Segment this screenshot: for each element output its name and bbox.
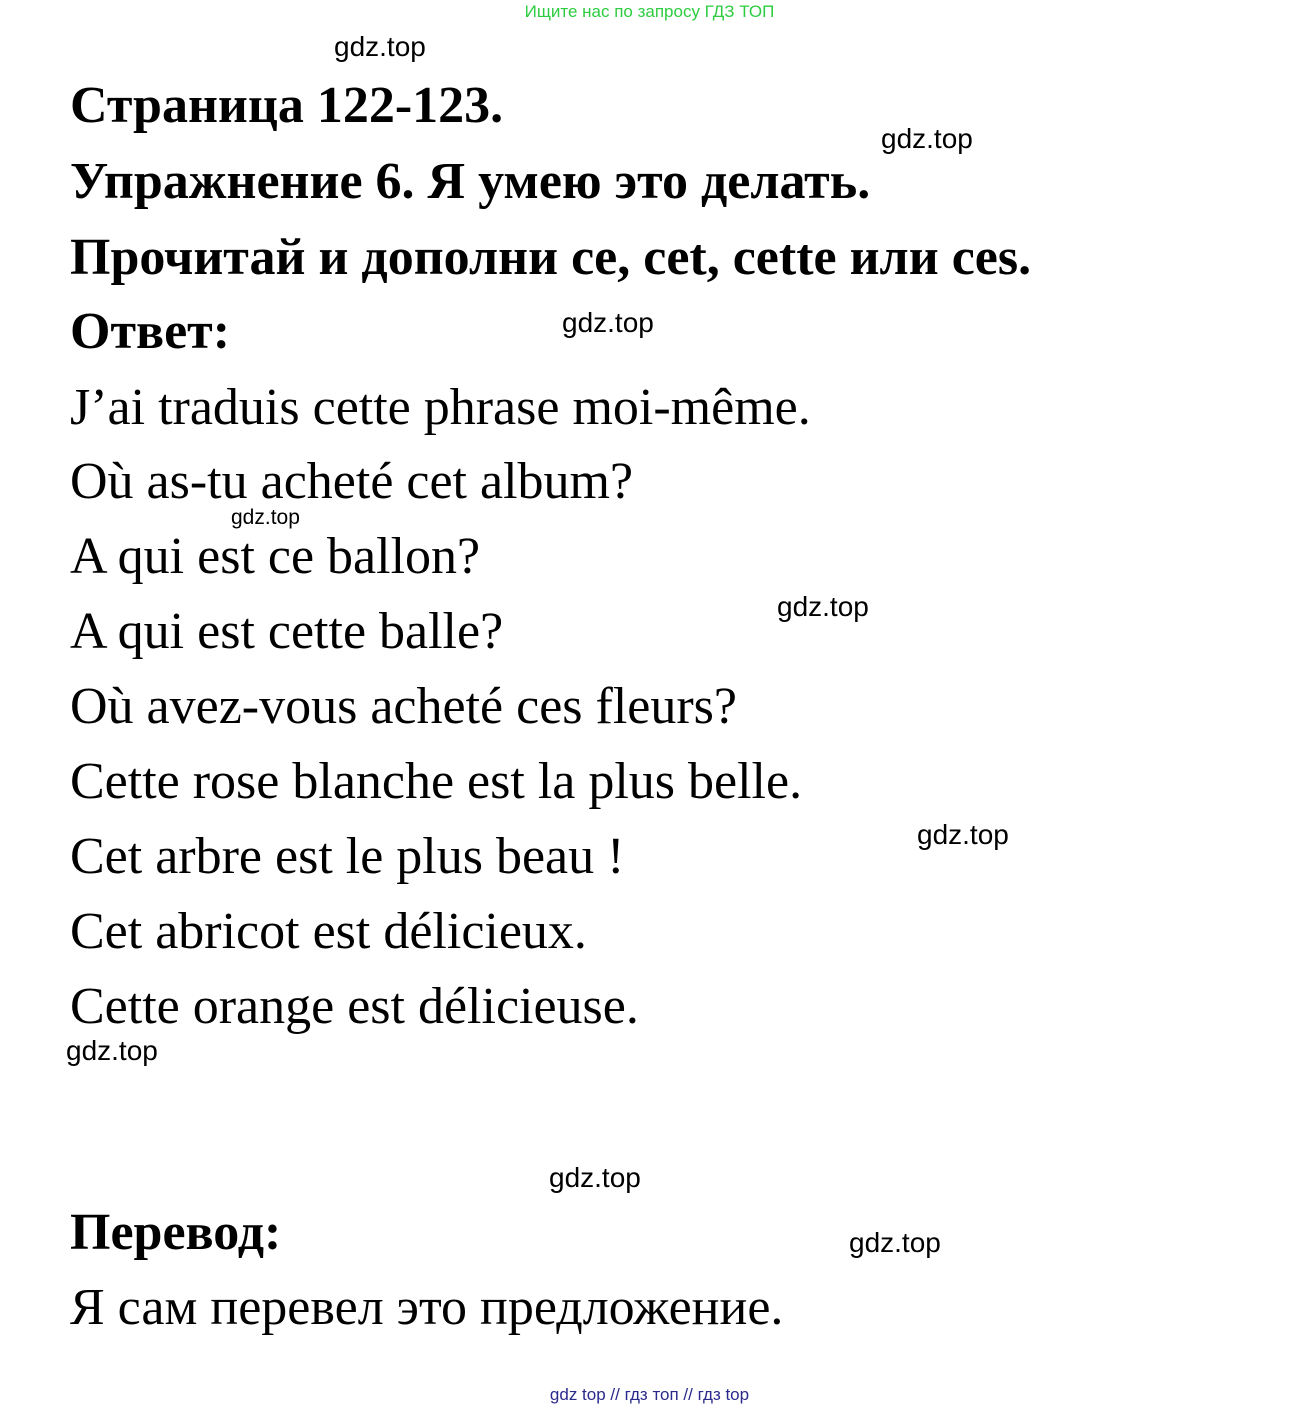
answer-line: Cet abricot est délicieux. xyxy=(70,903,587,960)
watermark: gdz.top xyxy=(917,819,1009,850)
watermark: gdz.top xyxy=(777,591,869,622)
translation-label: Перевод: xyxy=(70,1204,282,1261)
watermark: gdz.top xyxy=(334,31,426,62)
watermark: gdz.top xyxy=(66,1035,158,1066)
answer-line: Cette rose blanche est la plus belle. xyxy=(70,753,803,810)
answer-line: Cette orange est délicieuse. xyxy=(70,978,639,1035)
answer-line: Où as-tu acheté cet album? xyxy=(70,453,634,510)
watermark: gdz.top xyxy=(231,506,300,529)
answer-label: Ответ: xyxy=(70,303,231,360)
top-banner: Ищите нас по запросу ГДЗ ТОП xyxy=(524,2,775,21)
page-title: Страница 122-123. xyxy=(70,77,504,134)
translation-line: Я сам перевел это предложение. xyxy=(70,1279,784,1336)
watermark: gdz.top xyxy=(549,1162,641,1193)
watermark: gdz.top xyxy=(562,307,654,338)
answer-line: Où avez-vous acheté ces fleurs? xyxy=(70,678,737,735)
watermark: gdz.top xyxy=(881,123,973,154)
answer-line: A qui est ce ballon? xyxy=(70,528,481,585)
answer-line: Cet arbre est le plus beau ! xyxy=(70,828,625,885)
footer-links[interactable]: gdz top // гдз топ // гдз top xyxy=(549,1385,750,1404)
watermark: gdz.top xyxy=(849,1227,941,1258)
instruction-text: Прочитай и дополни ce, cet, cette или ces. xyxy=(70,229,1032,286)
answer-line: J’ai traduis cette phrase moi-même. xyxy=(70,379,811,436)
answer-line: A qui est cette balle? xyxy=(70,603,504,660)
exercise-title: Упражнение 6. Я умею это делать. xyxy=(70,153,871,210)
